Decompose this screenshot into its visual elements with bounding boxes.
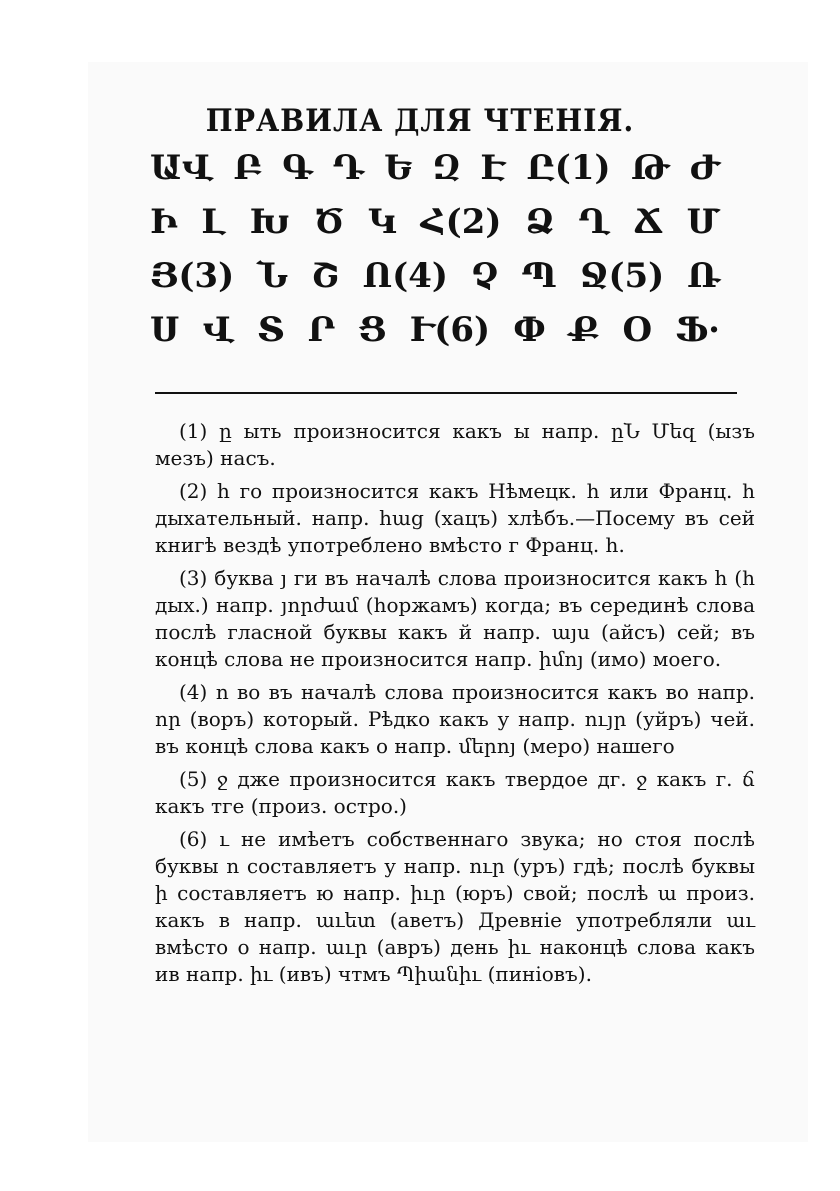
footnote-5: (5) ջ дже произносится какъ твердое дг. ջ какъ г. ճ какъ тге (произ. остро.) (155, 767, 755, 818)
alphabet-letter: Բ (233, 148, 262, 188)
alphabet-letter: Դ (332, 148, 364, 188)
alphabet-letter: Օ (622, 310, 653, 350)
alphabet-letter: Թ (630, 148, 670, 188)
alphabet-letter: Ց (358, 310, 387, 350)
alphabet-letter: Զ (432, 148, 461, 188)
alphabet-letter: Կ (368, 202, 397, 242)
alphabet-row-2 (150, 202, 720, 242)
alphabet-letter: Ռ (687, 256, 720, 296)
alphabet-letter: Ւ(6) (410, 310, 491, 350)
alphabet-letter: Գ (282, 148, 313, 188)
footnote-4: (4) ո во въ началѣ слова произносится какъ во напр. որ (воръ) который. Рѣдко какъ у напр. ույր (уйръ) чей. въ концѣ слова какъ о напр. մերոյ (меро) нашего (155, 680, 755, 758)
alphabet-letter: Ե (384, 148, 413, 188)
alphabet-letter: Ջ(5) (579, 256, 665, 296)
alphabet-letter: Ծ (314, 202, 345, 242)
alphabet-letter: Ք (568, 310, 600, 350)
alphabet-letter: Հ(2) (420, 202, 502, 242)
footnotes (155, 418, 755, 994)
alphabet-letter: Ի (150, 202, 178, 242)
footnote-2: (2) հ го произносится какъ Нѣмецк. h или Франц. h дыхательный. напр. հաց (хацъ) хлѣбъ.—Посему въ сей книгѣ вездѣ употреблено вмѣсто г Франц. h. (155, 479, 755, 557)
alphabet-letter: Ղ (578, 202, 610, 242)
alphabet-letter: Է (480, 148, 507, 188)
alphabet-letter: Յ(3) (150, 256, 235, 296)
alphabet-letter: Չ (470, 256, 499, 296)
footnote-3: (3) буква յ ги въ началѣ слова произносится какъ հ (h дых.) напр. յորժամ (hоржамъ) когда; въ серединѣ слова послѣ гласной буквы какъ й напр. այս (айсъ) сей; въ концѣ слова не произносится напр. իմոյ (имо) моего. (155, 566, 755, 671)
alphabet-letter: Ձ (525, 202, 555, 242)
footnote-1: (1) ը ыть произносится какъ ы напр. ըՆ Մեզ (ызъ мезъ) насъ. (155, 419, 755, 470)
alphabet-letter: Փ (513, 310, 546, 350)
alphabet-row-4 (150, 310, 720, 350)
alphabet-letter: Ճ (633, 202, 663, 242)
alphabet-letter: Ն (257, 256, 289, 296)
alphabet-letter: Ը(1) (526, 148, 611, 188)
alphabet-letter: Շ (311, 256, 340, 296)
alphabet-letter: Մ (686, 202, 720, 242)
alphabet-letter: Ր (307, 310, 336, 350)
footnote-6: (6) ւ не имѣетъ собственнаго звука; но стоя послѣ буквы ո составляетъ у напр. ուր (уръ) гдѣ; послѣ буквы ի составляетъ ю напр. իւր (юръ) свой; послѣ ա произ. какъ в напр. աւետ (аветъ) Древніе употребляли աւ вмѣсто о напр. աւր (авръ) день իւ наконцѣ слова какъ ив напр. իւ (ивъ) чтмъ Պիանիւ (пиніовъ). (155, 827, 755, 986)
alphabet-row-1 (150, 148, 720, 188)
alphabet-letter: Վ (202, 310, 234, 350)
alphabet-letter: Ո(4) (362, 256, 449, 296)
alphabet-letter: Խ (249, 202, 291, 242)
alphabet-letter: Ֆ· (675, 310, 720, 350)
horizontal-divider (155, 392, 737, 394)
alphabet-letter: Ս (150, 310, 180, 350)
alphabet-letter: ԱՎ (150, 148, 214, 188)
alphabet-letter: Պ (521, 256, 557, 296)
alphabet-letter: Տ (257, 310, 285, 350)
alphabet-letter: Ժ (689, 148, 720, 188)
page-title: ПРАВИЛА ДЛЯ ЧТЕНІЯ. (205, 102, 635, 139)
alphabet-letter: Լ (201, 202, 226, 242)
alphabet-row-3 (150, 256, 720, 296)
